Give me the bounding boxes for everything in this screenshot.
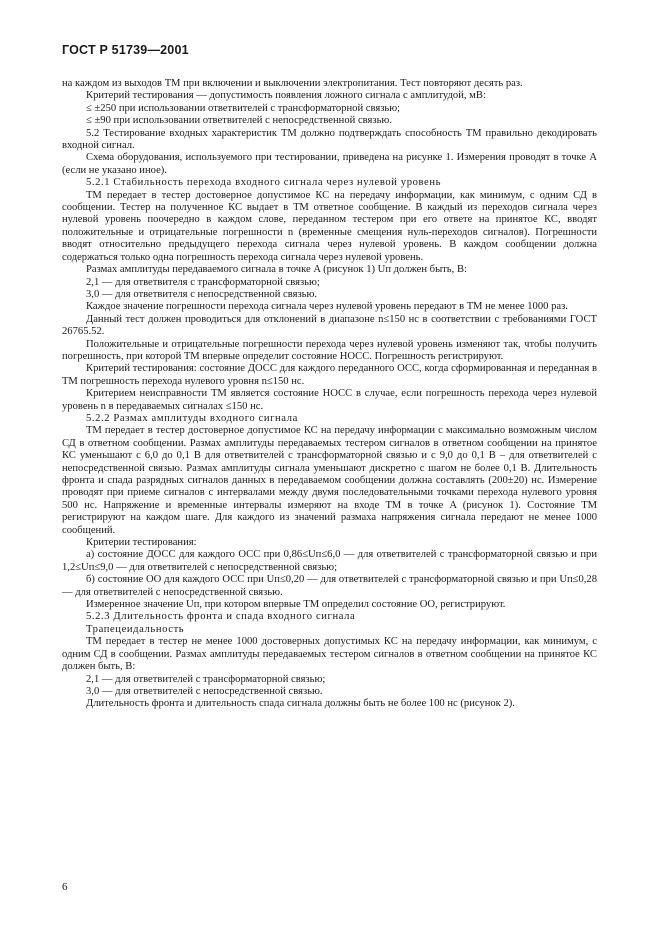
page-number: 6 xyxy=(62,881,68,893)
paragraph: ≤ ±250 при использовании ответвителей с трансформаторной связью; xyxy=(86,102,401,114)
paragraph: 2,1 — для ответвителя с трансформаторной связью; xyxy=(86,276,320,288)
paragraph: Критерием неисправности ТМ является состояние НОСС в случае, если погрешность перехода через нулевой уровень n в передаваемых сигналах ≤150 нс. xyxy=(62,388,597,412)
paragraph: Критерий тестирования — допустимость появления ложного сигнала с амплитудой, мВ: xyxy=(86,90,486,102)
document-header: ГОСТ Р 51739—2001 xyxy=(62,43,189,57)
subsection-heading: Трапецеидальность xyxy=(86,623,185,635)
paragraph: б) состояние ОО для каждого ОСС при Uп≤0,20 — для ответвителей с трансформаторной связью и при Uп≤0,28 — для ответвителей с непосредственной связью. xyxy=(62,574,597,598)
paragraph: ТМ передает в тестер достоверное допустимое КС на передачу информации с максимально возможным числом СД в ответном сообщении. Размах амплитуды передаваемых тестером сигналов в ответном сообщении на принятое КС уменьшают с 6,0 до 0,1 В для ответвителей с трансформаторной связью и с 9,0 до 0,1 В – для ответвителей с непосредственной связью. Размах амплитуды сигнала уменьшают дискретно с шагом не более 0,1 В. Длительность фронта и спада разрядных сигналов данных в передаваемом сообщении должна составлять (200±20) нс. Измерение проводят при приеме сигналов с интервалами между двумя последовательными точками перехода нулевого уровня 500 нс. Напряжение и временные интервалы измеряют на входе ТМ в точке A (рисунок 1). Состояние ТМ регистрируют на каждом шаге. Для каждого из значений размаха напряжения сигнала передают не менее 1000 сообщений. xyxy=(62,425,597,536)
paragraph: Длительность фронта и длительность спада сигнала должны быть не более 100 нс (рисунок 2). xyxy=(86,698,515,710)
paragraph: 5.2 Тестирование входных характеристик ТМ должно подтверждать способность ТМ правильно декодировать входной сигнал. xyxy=(62,127,597,152)
paragraph: Размах амплитуды передаваемого сигнала в точке A (рисунок 1) Uп должен быть, В: xyxy=(86,264,467,276)
paragraph: Критерии тестирования: xyxy=(86,537,197,549)
paragraph: ТМ передает в тестер достоверное допустимое КС на передачу информации, как минимум, с одним СД в сообщении. Тестер на полученное КС выдает в ТМ ответное сообщение. В каждый из переходов сигнала через нулевой уровень поочередно в каждом слове, переданном тестером при его ответе на принятое КС, вводят положительные и отрицательные погрешности n (временные смещения нуль-переходов сигналов). Погрешности вводят относительно предыдущего перехода сигнала через нулевой уровень. В каждом сообщении должна содержаться только одна погрешность перехода сигнала через нулевой уровень. xyxy=(62,189,597,263)
section-heading: 5.2.3 Длительность фронта и спада входного сигнала xyxy=(86,611,356,623)
paragraph: на каждом из выходов ТМ при включении и выключении электропитания. Тест повторяют десять раз. xyxy=(62,78,523,89)
paragraph: 2,1 — для ответвителей с трансформаторной связью; xyxy=(86,673,326,685)
paragraph: 3,0 — для ответвителей с непосредственной связью. xyxy=(86,685,323,697)
paragraph: а) состояние ДОСС для каждого ОСС при 0,86≤Uп≤6,0 — для ответвителей с трансформаторной связью и при 1,2≤Uп≤9,0 — для ответвителей с непосредственной связью; xyxy=(62,549,597,573)
paragraph: 3,0 — для ответвителя с непосредственной связью. xyxy=(86,288,318,300)
paragraph: Измеренное значение Uп, при котором впервые ТМ определил состояние ОО, регистрируют. xyxy=(86,599,506,611)
body-text xyxy=(62,78,597,711)
section-heading: 5.2.2 Размах амплитуды входного сигнала xyxy=(86,412,298,424)
paragraph: Каждое значение погрешности перехода сигнала через нулевой уровень передают в ТМ не менее 1000 раз. xyxy=(86,301,568,313)
paragraph: ≤ ±90 при использовании ответвителей с непосредственной связью. xyxy=(86,115,392,127)
paragraph: ТМ передает в тестер не менее 1000 достоверных допустимых КС на передачу информации, как минимум, с одним СД в сообщении. Размах амплитуды передаваемых тестером сигналов в ответном сообщении на принятое КС должен быть, В: xyxy=(62,636,597,673)
section-heading: 5.2.1 Стабильность перехода входного сигнала через нулевой уровень xyxy=(86,177,442,189)
paragraph: Критерий тестирования: состояние ДОСС для каждого переданного ОСС, когда сформированная и переданная в ТМ погрешность перехода нулевого уровня n≤150 нс. xyxy=(62,363,597,387)
paragraph: Положительные и отрицательные погрешности перехода через нулевой уровень изменяют так, чтобы получить погрешность, при которой ТМ впервые определит состояние НОСС. Погрешность регистрируют. xyxy=(62,338,597,362)
paragraph: Данный тест должен проводиться для отклонений в диапазоне n≤150 нс в соответствии с требованиями ГОСТ 26765.52. xyxy=(62,313,597,338)
paragraph: Схема оборудования, используемого при тестировании, приведена на рисунке 1. Измерения проводят в точке A (если не указано иное). xyxy=(62,152,597,176)
